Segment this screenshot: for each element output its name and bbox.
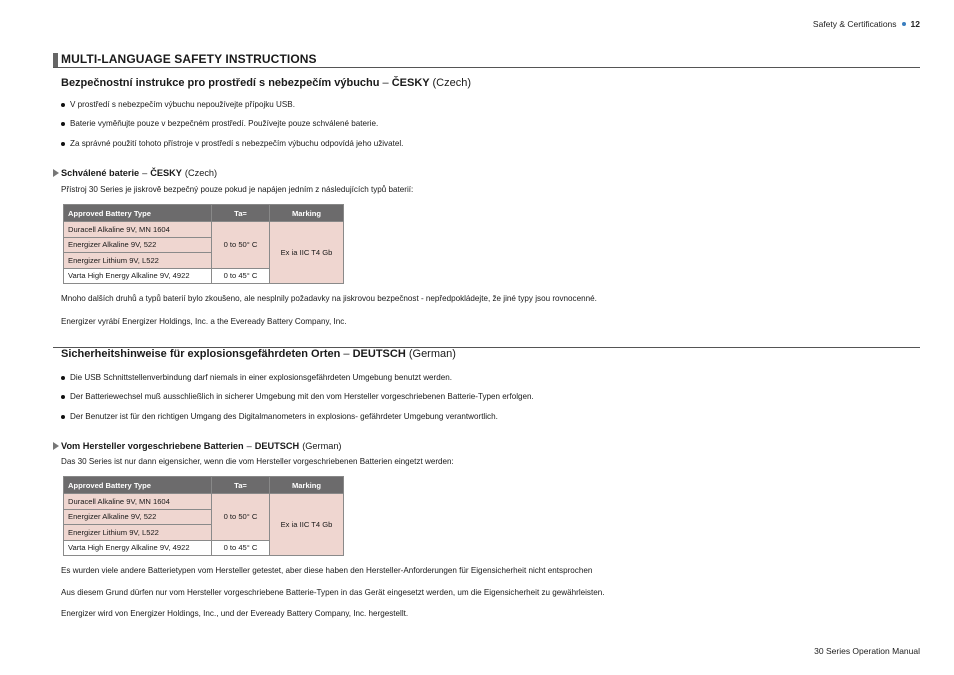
list-item: Baterie vyměňujte pouze v bezpečném prostředí. Používejte pouze schválené baterie.: [61, 119, 403, 138]
table-header-row: [64, 205, 344, 222]
battery-cell: Energizer Lithium 9V, L522: [64, 253, 212, 269]
col-header-marking: Marking: [270, 477, 344, 494]
czech-para-1: Mnoho dalších druhů a typů baterií bylo zkoušeno, ale nesplnily požadavky na jiskrovou bezpečnost - nepředpokládejte, že jiné typy jsou rovnocenné.: [61, 294, 597, 303]
header-section: Safety & Certifications: [812, 19, 897, 29]
triangle-right-icon: [53, 442, 59, 450]
czech-battery-table: [63, 204, 344, 284]
page-header: [813, 19, 920, 29]
list-item: Za správné použití tohoto přístroje v prostředí s nebezpečím výbuchu odpovídá jeho uživatel.: [61, 139, 403, 158]
marking-cell: Ex ia IIC T4 Gb: [270, 494, 344, 556]
german-bullet-list: [61, 373, 534, 431]
czech-bullet-list: [61, 100, 403, 158]
list-item: Der Benutzer ist für den richtigen Umgang des Digitalmanometers in explosions- gefährdeter Umgebung verantwortlich.: [61, 412, 534, 431]
battery-cell: Varta High Energy Alkaline 9V, 4922: [64, 268, 212, 284]
czech-section-title: [61, 77, 471, 89]
german-title-paren: (German): [408, 348, 456, 360]
german-sub-title-paren: (German): [302, 441, 342, 451]
german-subsection-title: [53, 441, 342, 451]
ta-cell: 0 to 50° C: [212, 494, 270, 541]
german-title-text: Sicherheitshinweise für explosionsgefährdeten Orten: [61, 348, 341, 360]
german-sub-title-dash: –: [246, 441, 252, 451]
main-title-block: [53, 53, 920, 68]
col-header-ta: Ta=: [212, 205, 270, 222]
page-number: 12: [910, 19, 920, 29]
title-bar-marker: [53, 53, 58, 67]
page-footer: 30 Series Operation Manual: [814, 646, 920, 656]
battery-cell: Energizer Alkaline 9V, 522: [64, 509, 212, 525]
czech-title-text: Bezpečnostní instrukce pro prostředí s nebezpečím výbuchu: [61, 77, 380, 89]
table-row: [64, 494, 344, 510]
col-header-marking: Marking: [270, 205, 344, 222]
czech-sub-title-paren: (Czech): [184, 168, 218, 178]
marking-cell: Ex ia IIC T4 Gb: [270, 222, 344, 284]
bullet-dot-icon: [902, 22, 906, 26]
german-title-lang: DEUTSCH: [352, 348, 406, 360]
ta-cell: 0 to 45° C: [212, 540, 270, 556]
battery-cell: Energizer Alkaline 9V, 522: [64, 237, 212, 253]
czech-title-dash: –: [382, 77, 389, 89]
ta-cell: 0 to 50° C: [212, 222, 270, 269]
col-header-battery: Approved Battery Type: [64, 205, 212, 222]
main-title: MULTI-LANGUAGE SAFETY INSTRUCTIONS: [61, 52, 317, 66]
czech-sub-title-lang: ČESKY: [150, 168, 182, 178]
col-header-battery: Approved Battery Type: [64, 477, 212, 494]
german-sub-title-lang: DEUTSCH: [254, 441, 300, 451]
german-battery-table: [63, 476, 344, 556]
list-item: Der Batteriewechsel muß ausschließlich in sicherer Umgebung mit den vom Hersteller vorgeschriebenen Batterie-Typen erfolgen.: [61, 392, 534, 411]
german-sub-title-text: Vom Hersteller vorgeschriebene Batterien: [61, 441, 244, 451]
list-item: V prostředí s nebezpečím výbuchu nepoužívejte přípojku USB.: [61, 100, 403, 119]
triangle-right-icon: [53, 169, 59, 177]
ta-cell: 0 to 45° C: [212, 268, 270, 284]
table-header-row: [64, 477, 344, 494]
german-para-3: Energizer wird von Energizer Holdings, Inc., und der Eveready Battery Company, Inc. hergestellt.: [61, 609, 409, 618]
german-para-2: Aus diesem Grund dürfen nur vom Hersteller vorgeschriebene Batterie-Typen in das Gerät eingesetzt werden, um die Eigensicherheit zu gewährleisten.: [61, 588, 605, 597]
german-para-1: Es wurden viele andere Batterietypen vom Hersteller getestet, aber diese haben den Hersteller-Anforderungen für Eigensicherheit nicht entsprochen: [61, 566, 593, 575]
czech-para-2: Energizer vyrábí Energizer Holdings, Inc. a the Eveready Battery Company, Inc.: [61, 317, 347, 326]
german-intro: Das 30 Series ist nur dann eigensicher, wenn die vom Hersteller vorgeschriebenen Batterien eingetzt werden:: [61, 457, 454, 466]
czech-sub-title-dash: –: [142, 168, 148, 178]
battery-cell: Duracell Alkaline 9V, MN 1604: [64, 494, 212, 510]
battery-cell: Varta High Energy Alkaline 9V, 4922: [64, 540, 212, 556]
list-item: Die USB Schnittstellenverbindung darf niemals in einer explosionsgefährdeten Umgebung benutzt werden.: [61, 373, 534, 392]
czech-title-paren: (Czech): [432, 77, 471, 89]
czech-intro: Přístroj 30 Series je jiskrově bezpečný pouze pokud je napájen jedním z následujících typů baterií:: [61, 185, 414, 194]
german-title-dash: –: [343, 348, 350, 360]
german-section-title: [61, 348, 456, 360]
czech-sub-title-text: Schválené baterie: [61, 168, 140, 178]
table-row: [64, 222, 344, 238]
battery-cell: Duracell Alkaline 9V, MN 1604: [64, 222, 212, 238]
czech-title-lang: ČESKY: [391, 77, 430, 89]
battery-cell: Energizer Lithium 9V, L522: [64, 525, 212, 541]
col-header-ta: Ta=: [212, 477, 270, 494]
czech-subsection-title: [53, 168, 217, 178]
